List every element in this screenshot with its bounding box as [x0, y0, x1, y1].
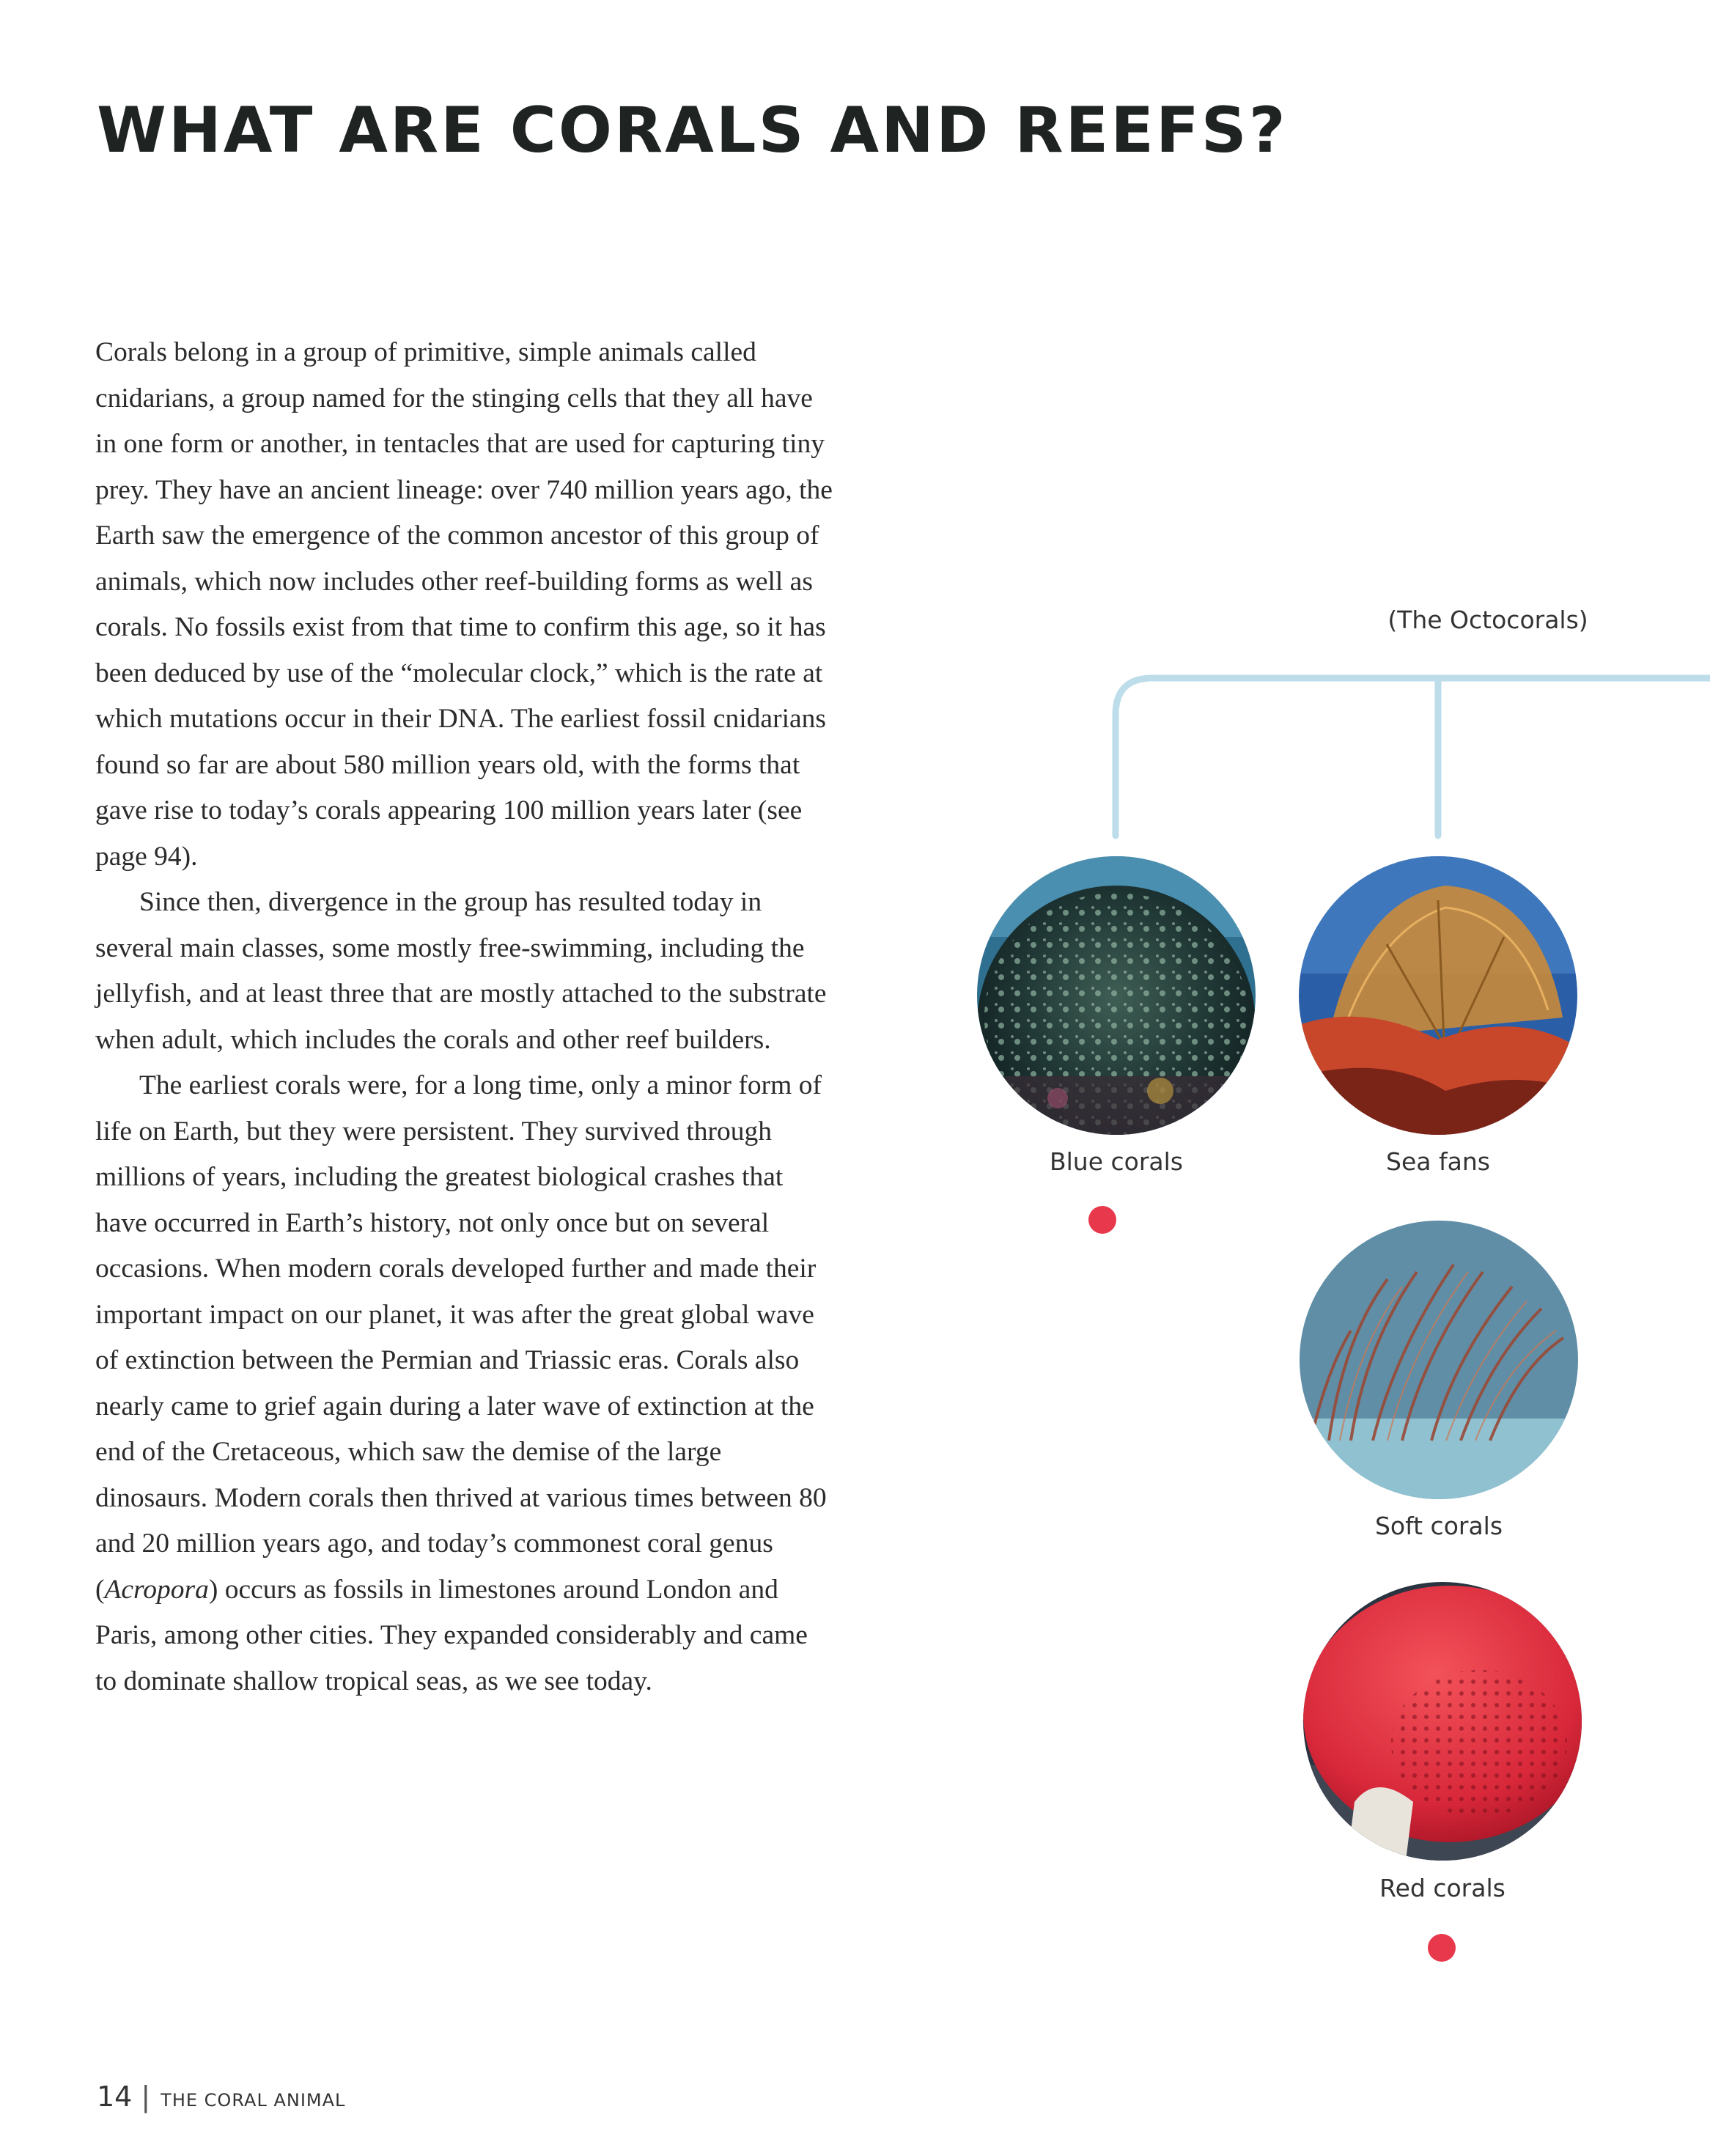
paragraph-2: Since then, divergence in the group has resulted today in several main classes, some mostly free-swimming, including the jellyfish, and at least three that are mostly attached to the substrate when adult, which includes the corals and other reef builders. [95, 887, 827, 1055]
marker-dot-red-corals [1428, 1934, 1456, 1962]
paragraph-3-text-b: ) occurs as fossils in limestones around London and Paris, among other cities. They expanded considerably and came to dominate shallow tropical seas, as we see today. [95, 1574, 808, 1696]
taxon-label-soft-corals: Soft corals [1374, 1512, 1503, 1540]
group-label-octocorals: (The Octocorals) [1387, 606, 1588, 634]
soft-corals-photo [1300, 1221, 1578, 1499]
footer-separator: | [141, 2080, 151, 2113]
genus-name: Acropora [104, 1574, 209, 1605]
paragraph-3-text-a: The earliest corals were, for a long time, only a minor form of life on Earth, but they were persistent. They survived through millions of years, including the greatest biological crashes that have occurred in Earth’s history, not only once but on several occasions. When modern corals developed further and made their important impact on our planet, it was after the great global wave of extinction between the Permian and Triassic eras. Corals also nearly came to grief again during a later wave of extinction at the end of the Cretaceous, which saw the demise of the large dinosaurs. Modern corals then thrived at various times between 80 and 20 million years ago, and today’s commonest coral genus ( [95, 1070, 827, 1605]
marker-dot-blue-corals [1088, 1206, 1116, 1234]
page-number: 14 [97, 2080, 133, 2113]
red-corals-photo [1303, 1582, 1582, 1861]
sea-fans-photo [1299, 856, 1577, 1135]
page-footer [97, 2080, 345, 2113]
taxon-label-blue-corals: Blue corals [1050, 1147, 1183, 1176]
paragraph-1: Corals belong in a group of primitive, simple animals called cnidarians, a group named for the stinging cells that they all have in one form or another, in tentacles that are used for capturing tiny prey. They have an ancient lineage: over 740 million years ago, the Earth saw the emergence of the common ancestor of this group of animals, which now includes other reef-building forms as well as corals. No fossils exist from that time to confirm this age, so it has been deduced by use of the “molecular clock,” which is the rate at which mutations occur in their DNA. The earliest fossil cnidarians found so far are about 580 million years old, with the forms that gave rise to today’s corals appearing 100 million years later (see page 94). [95, 337, 833, 872]
clade-branch-left [1116, 678, 1710, 836]
page-title: WHAT ARE CORALS AND REEFS? [97, 94, 1288, 167]
taxon-label-red-corals: Red corals [1379, 1874, 1506, 1902]
taxon-label-sea-fans: Sea fans [1386, 1147, 1490, 1176]
section-name: THE CORAL ANIMAL [161, 2090, 346, 2111]
blue-corals-photo [977, 856, 1256, 1135]
